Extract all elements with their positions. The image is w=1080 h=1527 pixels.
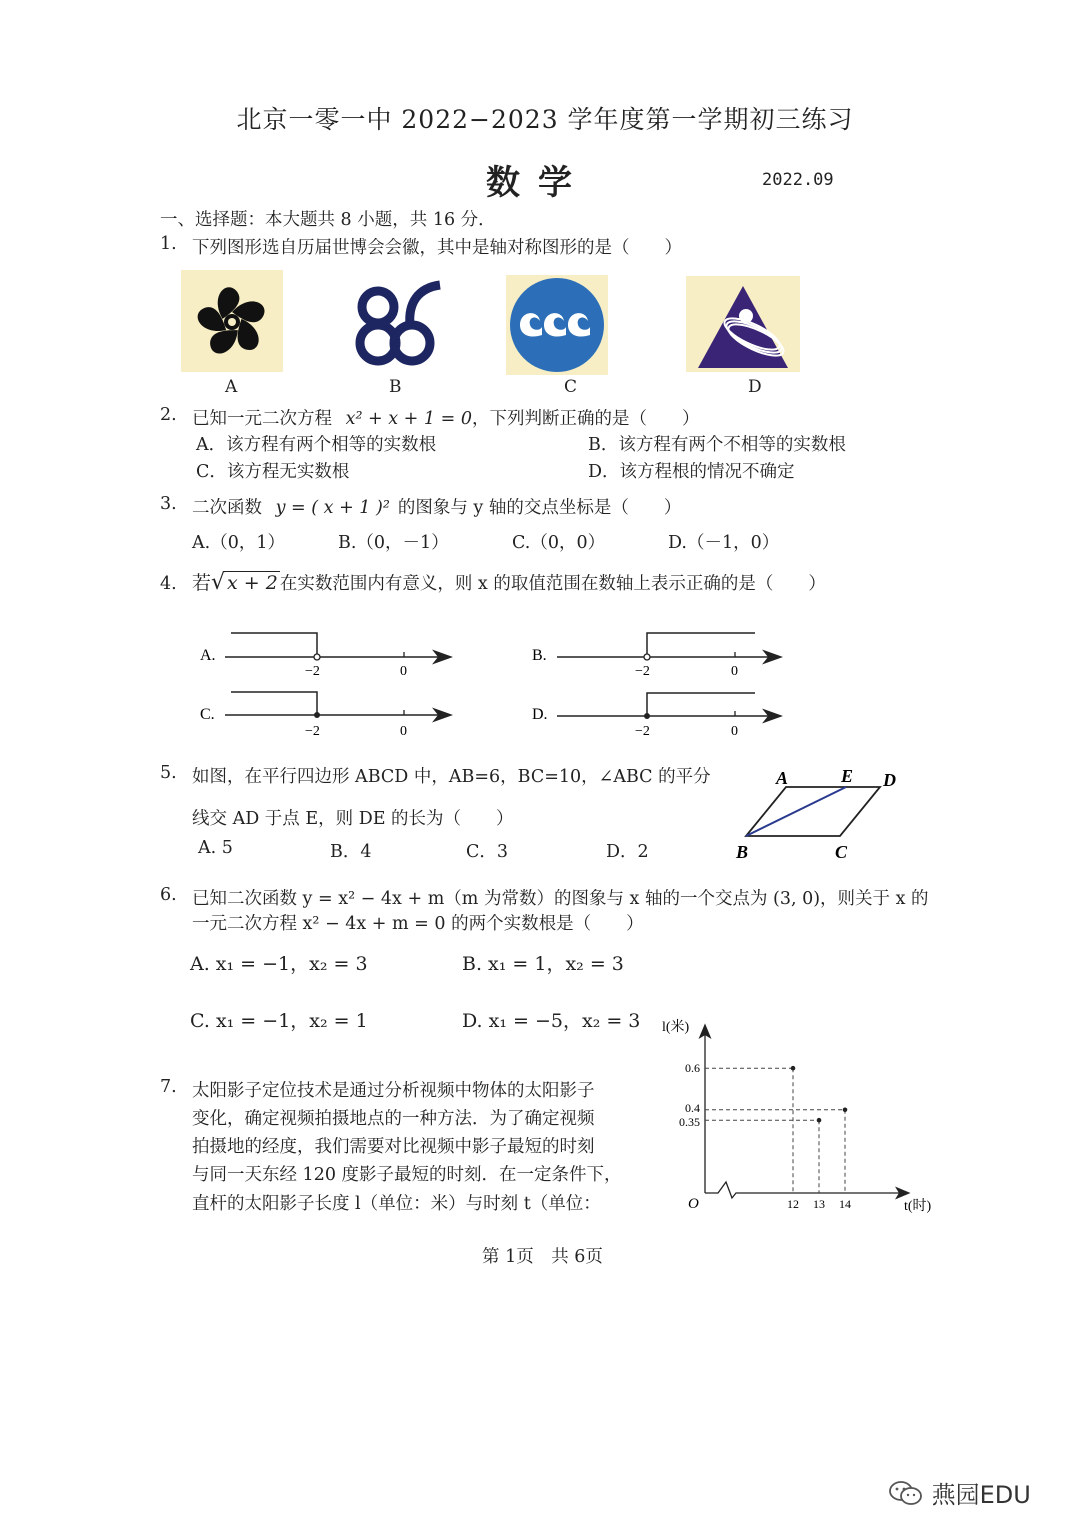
section-heading: 一、选择题：本大题共 8 小题，共 16 分． [160, 210, 496, 230]
logo-a-label: A [225, 377, 238, 397]
q4-a-range [231, 633, 317, 657]
chart-point-1 [817, 1118, 822, 1123]
q3-function: y = ( x + 1 )² [275, 498, 390, 518]
q3-option-b: B.（0，－1） [338, 533, 449, 553]
exam-date: 2022.09 [762, 170, 834, 190]
q4-a-open-point [314, 654, 320, 660]
q2-option-d: D．该方程根的情况不确定 [588, 462, 795, 482]
q4-c-range [231, 692, 317, 715]
chart-point-0 [791, 1066, 796, 1071]
q7-line-2: 变化，确定视频拍摄地点的一种方法．为了确定视频 [192, 1109, 595, 1129]
q6-option-a: A. x₁ = −1，x₂ = 3 [190, 953, 368, 975]
q5-parallelogram-figure [728, 760, 908, 870]
q6-line1: 已知二次函数 y = x² − 4x + m（m 为常数）的图象与 x 轴的一个交点为 (3, 0)，则关于 x 的 [192, 889, 929, 909]
q1-number: 1. [160, 234, 177, 254]
q4-radical: x + 2 [227, 572, 278, 594]
chart-y-tick-label-0: 0.6 [685, 1061, 700, 1076]
logo-d-label: D [748, 377, 762, 397]
q6-option-d: D. x₁ = −5，x₂ = 3 [462, 1010, 641, 1032]
q5-number: 5. [160, 763, 177, 783]
chart-x-axis-label: t(时) [904, 1199, 932, 1214]
q3-number: 3. [160, 494, 177, 514]
q6-option-b: B. x₁ = 1，x₂ = 3 [462, 953, 624, 975]
q7-line-3: 拍摄地的经度，我们需要对比视频中影子最短的时刻 [192, 1137, 595, 1157]
q3-stem-post: 的图象与 y 轴的交点坐标是（ ） [397, 498, 682, 518]
chart-y-axis-label: l(米) [662, 1020, 690, 1035]
q4-stem-post: 在实数范围内有意义，则 x 的取值范围在数轴上表示正确的是（ ） [279, 574, 826, 594]
q6-line2: 一元二次方程 x² − 4x + m = 0 的两个实数根是（ ） [192, 914, 644, 934]
chart-x-axis [705, 1182, 908, 1198]
q4-d-solid-point [644, 713, 650, 719]
watermark-text: 燕园EDU [931, 1481, 1031, 1509]
subject-heading: 数学 [486, 163, 590, 203]
q7-number: 7. [160, 1077, 177, 1097]
q2-equation: x² + x + 1 = 0 [345, 409, 472, 429]
page-footer: 第 1页 共 6页 [482, 1247, 603, 1267]
q4-number: 4. [160, 574, 177, 594]
q7-shadow-chart [660, 1010, 950, 1220]
wechat-icon [888, 1479, 924, 1507]
q4-d-tick-neg2: −2 [635, 724, 650, 739]
q2-number: 2. [160, 405, 177, 425]
q5-line2: 线交 AD 于点 E，则 DE 的长为（ ） [192, 809, 514, 829]
q3-stem-pre: 二次函数 [192, 498, 262, 518]
q4-c-tick-neg2: −2 [305, 724, 320, 739]
q2-stem-post: ，下列判断正确的是（ ） [471, 409, 700, 429]
chart-point-2 [843, 1108, 848, 1113]
q7-line-5: 直杆的太阳影子长度 l（单位：米）与时刻 t（单位： [192, 1194, 601, 1214]
q6-option-c: C. x₁ = −1，x₂ = 1 [190, 1010, 368, 1032]
q4-b-tick-0: 0 [731, 664, 738, 679]
chart-x-tick-label-0: 12 [787, 1197, 799, 1211]
point-b-label: B [736, 842, 749, 862]
q7-line-4: 与同一天东经 120 度影子最短的时刻．在一定条件下， [192, 1165, 622, 1185]
q2-option-c: C．该方程无实数根 [196, 462, 350, 482]
q2-option-a: A．该方程有两个相等的实数根 [196, 435, 437, 455]
q4-c-tick-0: 0 [400, 724, 407, 739]
q3-option-a: A.（0，1） [192, 533, 285, 553]
q4-option-b-label: B. [532, 647, 547, 664]
q1-stem: 下列图形选自历届世博会会徽，其中是轴对称图形的是（ ） [192, 238, 682, 258]
bisector-be [746, 787, 846, 836]
q4-option-d-label: D. [532, 706, 548, 723]
chart-y-tick-label-1: 0.4 [685, 1100, 700, 1115]
q3-option-c: C.（0，0） [512, 533, 606, 553]
logo-b-label: B [389, 377, 402, 397]
watermark [888, 1475, 1031, 1510]
q6-number: 6. [160, 885, 177, 905]
q4-d-tick-0: 0 [731, 724, 738, 739]
point-d-label: D [883, 770, 896, 790]
q5-option-d: D．2 [606, 842, 649, 862]
logo-b-image [348, 273, 448, 373]
exam-title: 北京一零一中 2022−2023 学年度第一学期初三练习 [236, 105, 854, 134]
q4-d-range [647, 693, 755, 716]
point-a-label: A [776, 768, 789, 788]
q4-b-open-point [644, 654, 650, 660]
logo-d-image [686, 276, 800, 372]
chart-origin-label: O [688, 1196, 699, 1212]
q4-b-range [647, 633, 755, 657]
q3-option-d: D.（－1，0） [668, 533, 780, 553]
q5-option-b: B．4 [330, 842, 372, 862]
q4-option-a-label: A. [200, 647, 216, 664]
point-e-label: E [841, 766, 854, 786]
chart-x-tick-label-1: 13 [813, 1197, 825, 1211]
q4-number-lines [195, 625, 795, 745]
q4-b-tick-neg2: −2 [635, 664, 650, 679]
q5-option-a: A. 5 [198, 838, 233, 858]
q7-line-1: 太阳影子定位技术是通过分析视频中物体的太阳影子 [192, 1081, 595, 1101]
logo-c-image [506, 275, 608, 375]
parallelogram-abcd [746, 787, 880, 836]
logo-a-image [181, 270, 283, 372]
q5-option-c: C．3 [466, 842, 509, 862]
q5-line1: 如图，在平行四边形 ABCD 中，AB=6，BC=10，∠ABC 的平分 [192, 767, 711, 787]
point-c-label: C [835, 842, 848, 862]
chart-x-tick-label-2: 14 [839, 1197, 851, 1211]
logo-c-label: C [564, 377, 578, 397]
q4-c-solid-point [314, 712, 320, 718]
q4-a-tick-0: 0 [400, 664, 407, 679]
q4-option-c-label: C. [200, 706, 215, 723]
q4-stem-pre: 若 [192, 572, 212, 594]
chart-y-tick-label-2: 0.35 [679, 1115, 700, 1130]
q2-option-b: B．该方程有两个不相等的实数根 [588, 435, 846, 455]
q4-a-tick-neg2: −2 [305, 664, 320, 679]
q2-stem-pre: 已知一元二次方程 [192, 409, 332, 429]
